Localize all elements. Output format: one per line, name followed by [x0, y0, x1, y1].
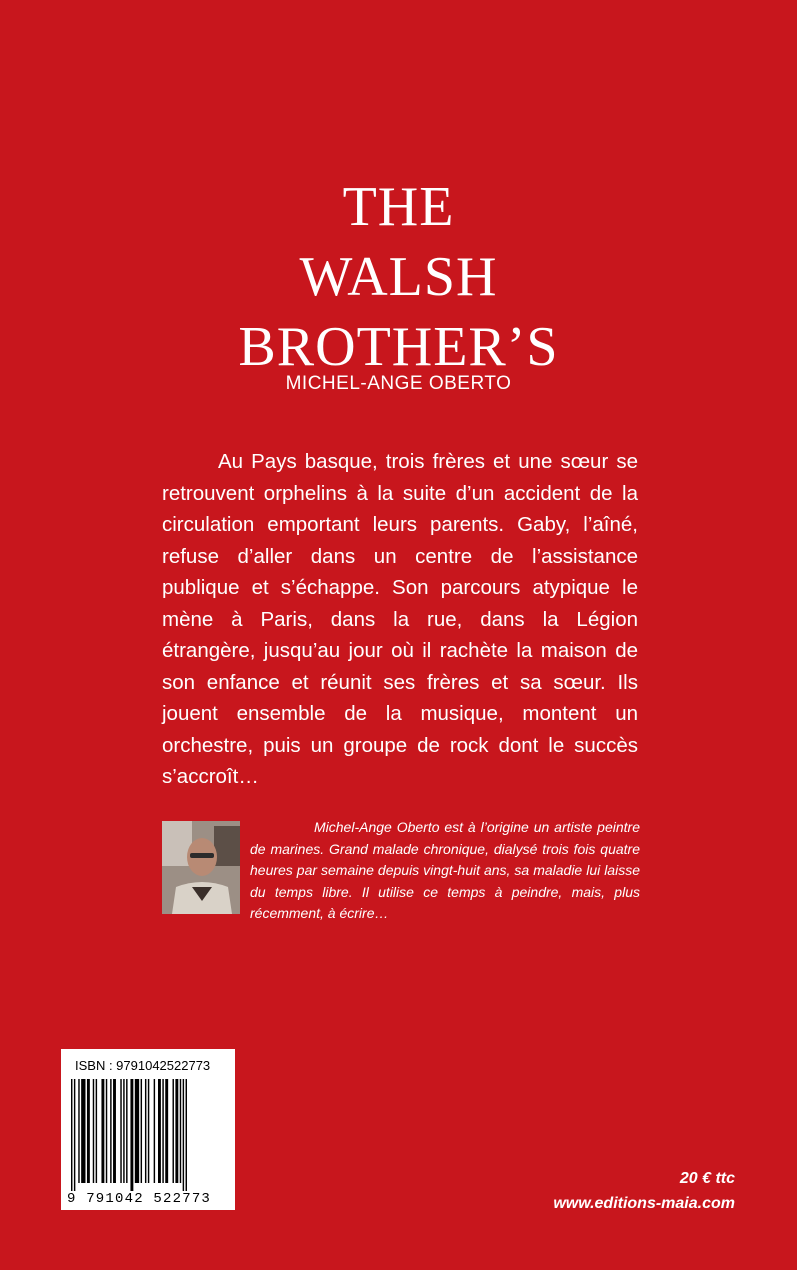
- isbn-label: ISBN : 9791042522773: [75, 1058, 211, 1073]
- barcode-bar: [74, 1079, 75, 1191]
- barcode-bar: [81, 1079, 85, 1183]
- synopsis-text: Au Pays basque, trois frères et une sœur se retrouvent orphelins à la suite d’un accident de la circulation emportant leurs parents. Gaby, l’aîné, refuse d’aller dans un centre de l’assistance publique et s’échappe. Son parcours atypique le mène à Paris, dans la rue, dans la Légion étrangère, jusqu’au jour où il rachète la maison de son enfance et réunit ses frères et sa sœur. Ils jouent ensemble de la musique, montent un orchestre, puis un groupe de rock dont le succès s’accroît…: [162, 450, 638, 788]
- barcode-bar: [173, 1079, 174, 1183]
- barcode-bar: [110, 1079, 111, 1183]
- barcode-digits: 9 791042 522773: [67, 1191, 212, 1207]
- title-line-1: THE: [342, 176, 455, 238]
- barcode-bar: [165, 1079, 168, 1183]
- author-name: MICHEL-ANGE OBERTO: [285, 373, 512, 394]
- barcode-bar: [87, 1079, 90, 1183]
- author-photo: [162, 821, 240, 914]
- barcode-bar: [186, 1079, 187, 1191]
- barcode-bar: [180, 1079, 181, 1183]
- barcode-bar: [162, 1079, 163, 1183]
- author-portrait-image: [162, 821, 240, 914]
- barcode-image: [69, 1079, 227, 1191]
- barcode-bar: [158, 1079, 161, 1183]
- barcode-bar: [113, 1079, 116, 1183]
- barcode-bar: [154, 1079, 155, 1183]
- barcode-bar: [141, 1079, 142, 1183]
- synopsis-block: [162, 446, 638, 793]
- isbn-barcode-panel: [61, 1049, 235, 1210]
- barcode-bar: [145, 1079, 146, 1183]
- barcode-bar: [120, 1079, 121, 1183]
- barcode-bar: [101, 1079, 104, 1183]
- barcode-bar: [93, 1079, 94, 1183]
- title-line-3: BROTHER’S: [238, 316, 559, 378]
- barcode-bar: [71, 1079, 72, 1191]
- barcode-bar: [148, 1079, 149, 1183]
- title-line-2: WALSH: [299, 246, 498, 308]
- barcode-bar: [106, 1079, 107, 1183]
- barcode-bar: [96, 1079, 97, 1183]
- barcode-bar: [78, 1079, 79, 1183]
- barcode-bar: [135, 1079, 139, 1183]
- author-bio: [250, 817, 640, 925]
- barcode-bar: [183, 1079, 184, 1191]
- barcode-bar: [130, 1079, 133, 1191]
- barcode-bar: [126, 1079, 127, 1183]
- publisher-website: www.editions-maia.com: [553, 1195, 735, 1212]
- author-bio-text: Michel-Ange Oberto est à l’origine un artiste peintre de marines. Grand malade chronique, dialysé trois fois quatre heures par semaine depuis vingt-huit ans, sa maladie lui laisse du temps libre. Il utilise ce temps à peindre, mais, plus récemment, à écrire…: [250, 819, 640, 921]
- book-title: [0, 172, 797, 382]
- barcode-bar: [175, 1079, 178, 1183]
- barcode-bar: [123, 1079, 124, 1183]
- price-label: 20 € ttc: [679, 1170, 735, 1187]
